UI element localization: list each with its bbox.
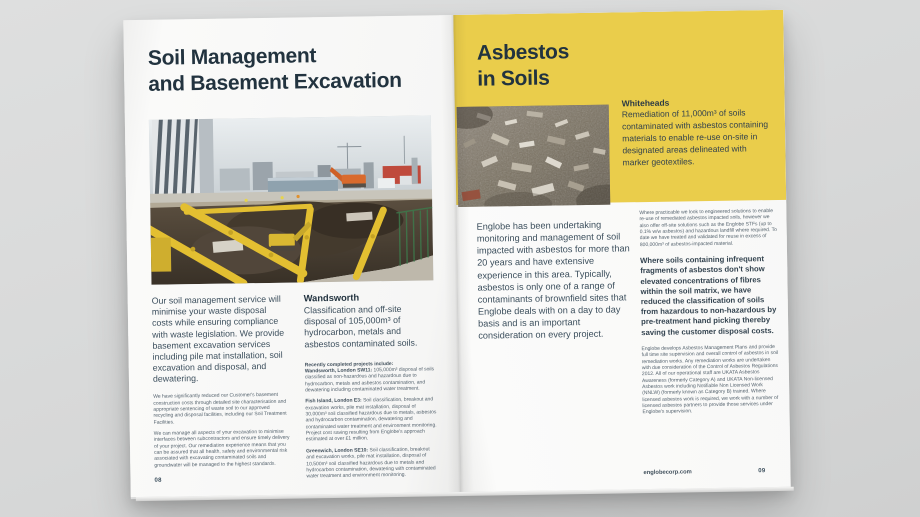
wandsworth-column	[304, 291, 439, 480]
detail-small-paragraph-1: Where practicable we look to engineered solutions to enable re-use of remediated asbestos impacted soils, however we also offer off-site solutions such as the Englobe STFs (up to 0.1% w/w asbestos) and hazardous landfill where required. To date we have treated and validated for reuse in excess of 800,000m³ of asbestos-impacted material.	[639, 208, 777, 248]
asbestos-rubble-photo	[457, 105, 611, 207]
right-page	[453, 10, 790, 492]
project-fish-island-text: Soil classification, breakout and excavation works, pile mat installation, disposal of 30,000m³ soil classified hazardous due to metals, asbestos and hydrocarbon contamination, dewatering and contaminated water treatment and environment monitoring. Project cost saving resulting from Englobe's approach estimated at over £1 million.	[305, 396, 437, 443]
wandsworth-heading: Wandsworth	[303, 292, 360, 304]
detail-small-paragraph-2: Englobe develops Asbestos Management Plans and provide full time site supervision and overall control of asbestos in soil remediation works. Any remediation works are undertaken with due consideration of the Control of Asbestos Regulations 2012. All of our operational staff are UKATA Asbestos Awareness (formerly Category A) and UKATA Non-licensed Asbestos work including Notifiable Non Licensed Work (NNLW) (formerly known as Category B) trained. Where licensed asbestos work is required, we work with a number of licensed asbestos partners to provide those services under Englobe's supervision.	[641, 343, 779, 416]
right-page-number: 09	[758, 468, 766, 475]
right-page-footer	[643, 468, 765, 476]
whiteheads-heading: Whiteheads	[621, 97, 670, 109]
intro-paragraph: Our soil management service will minimise your waste disposal costs while ensuring compliance with waste legislation. We provide basement excavation services including pile mat installation, soil excavation and disposal, and dewatering.	[151, 293, 285, 384]
project-fish-island-lead: Fish Island, London E3:	[305, 397, 362, 405]
title-line-2: in Soils	[477, 66, 550, 92]
project-greenwich-text: Soil classification, breakout and excavation works, pile mat installation, disposal of 10,500m³ soil classified hazardous due to metals and hydrocarbon contamination, dewatering with contaminated water treatment and environment monitoring.	[306, 446, 436, 480]
body-small-paragraph-2: We can manage all aspects of your excavation to minimise interfaces between subcontractors and ensure timely delivery of your project. Our remediation experience means that you can be assured that all health, safety and environmental risk associated with excavating contaminated soils and groundwater will be managed to the highest standards.	[153, 428, 290, 469]
page-title-soil-management	[148, 42, 402, 99]
left-intro-column	[152, 294, 292, 483]
projects-intro: Recently completed projects include:	[304, 360, 394, 369]
title-line-1: Asbestos	[476, 40, 570, 65]
project-fish-island	[305, 397, 438, 443]
left-page-columns	[152, 291, 439, 482]
asbestos-intro-paragraph: Englobe has been undertaking monitoring and management of soil impacted with asbestos for more than 20 years and have extensive experience in this area. Typically, asbestos is only one of a range of contaminants of brownfield sites that Englobe deals with on a day to day basis and is an important consideration on every project.	[476, 219, 630, 341]
left-page	[123, 15, 460, 497]
brochure-spread	[123, 10, 790, 497]
body-small-paragraph-1: We have significantly reduced our Customer's basement construction costs through detailed site characterisation and appropriate sentencing of waste soil to our approved recycling and disposal facilities, including our Soil Treatment Facilities.	[153, 392, 287, 426]
whiteheads-text: Remediation of 11,000m³ of soils contaminated with asbestos containing materials to enable re-use on-site in designated areas delineated with marker geotextiles.	[621, 107, 769, 167]
whiteheads-callout	[622, 96, 776, 169]
project-greenwich-lead: Greenwich, London SE10:	[306, 447, 369, 455]
website-url: englobecorp.com	[643, 469, 692, 477]
title-line-2: and Basement Excavation	[148, 69, 402, 97]
title-line-1: Soil Management	[147, 44, 317, 70]
project-wandsworth-lead: Wandsworth, London SW11:	[304, 367, 373, 375]
right-detail-column	[639, 208, 780, 416]
project-wandsworth-text: 105,000m³ disposal of soils classified as non-hazardous and hazardous due to hydrocarbon, metals and asbestos contamination, and dewatering including contaminated water treatment.	[304, 366, 435, 394]
page-title-asbestos	[477, 39, 570, 93]
construction-site-photo	[149, 115, 434, 284]
project-wandsworth	[305, 366, 437, 393]
left-page-number: 08	[154, 477, 162, 484]
wandsworth-summary: Classification and off-site disposal of 105,000m³ of hydrocarbon, metals and asbestos contaminated soils.	[303, 303, 418, 349]
highlight-paragraph: Where soils containing infrequent fragments of asbestos don't show elevated concentrations of fibres within the soil matrix, we have reduced the classification of soils from hazardous to non-hazardous by pre-treatment hand picking thereby saving the customer disposal costs.	[640, 254, 777, 337]
project-greenwich	[306, 446, 438, 480]
